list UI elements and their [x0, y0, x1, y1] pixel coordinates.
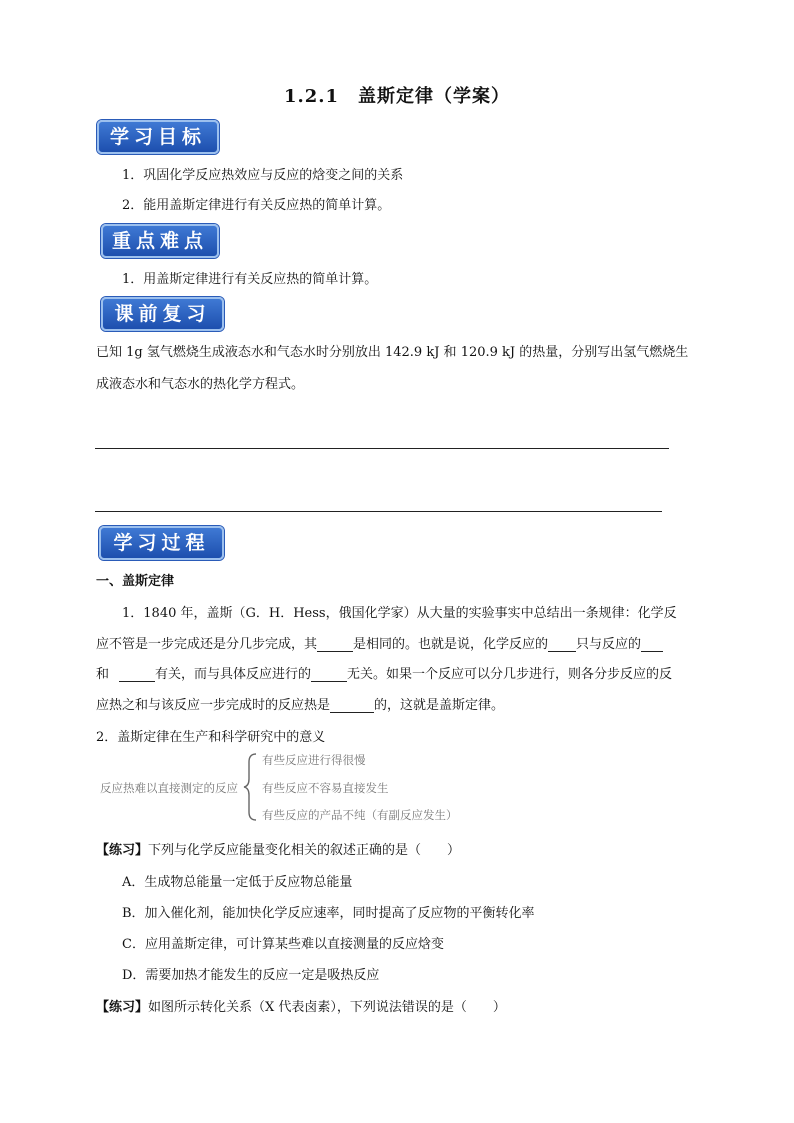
key-point-item: 1．用盖斯定律进行有关反应热的简单计算。 — [122, 272, 378, 287]
diagram-item: 有些反应的产品不纯（有副反应发生） — [262, 808, 458, 822]
paragraph-line: 1．1840 年，盖斯（G．H．Hess，俄国化学家）从大量的实验事实中总结出一条规律：化学反 — [122, 606, 677, 621]
fill-blank[interactable] — [330, 698, 374, 713]
fill-blank[interactable] — [548, 637, 576, 652]
option-a[interactable]: A．生成物总能量一定低于反应物总能量 — [122, 875, 353, 890]
paragraph-line: 2．盖斯定律在生产和科学研究中的意义 — [96, 730, 326, 745]
section-banner-process: 学习过程 — [99, 526, 224, 560]
option-b[interactable]: B．加入催化剂，能加快化学反应速率，同时提高了反应物的平衡转化率 — [122, 906, 535, 921]
answer-line[interactable] — [95, 448, 669, 449]
text-fragment: 只与反应的 — [576, 637, 642, 652]
section-heading: 一、盖斯定律 — [96, 574, 175, 589]
question-text: 下列与化学反应能量变化相关的叙述正确的是（ ） — [148, 843, 461, 858]
text-fragment: 的，这就是盖斯定律。 — [374, 698, 505, 713]
fill-blank[interactable] — [119, 667, 155, 682]
exercise-tag: 【练习】 — [96, 843, 149, 858]
text-fragment: 应热之和与该反应一步完成时的反应热是 — [96, 698, 331, 713]
text-fragment: 有关，而与具体反应进行的 — [155, 667, 312, 682]
review-text: 已知 1g 氢气燃烧生成液态水和气态水时分别放出 142.9 kJ 和 120.9 kJ 的热量，分别写出氢气燃烧生 — [96, 345, 689, 360]
diagram-item: 有些反应进行得很慢 — [262, 753, 366, 767]
fill-blank[interactable] — [311, 667, 347, 682]
section-banner-review: 课前复习 — [101, 297, 224, 331]
page-title: 1.2.1 盖斯定律（学案） — [283, 86, 511, 107]
fill-blank[interactable] — [317, 637, 353, 652]
text-fragment: 应不管是一步完成还是分几步完成，其 — [96, 637, 318, 652]
review-text: 成液态水和气态水的热化学方程式。 — [96, 377, 305, 392]
goal-item: 2．能用盖斯定律进行有关反应热的简单计算。 — [122, 198, 391, 213]
exercise-question — [96, 839, 460, 858]
text-fragment: 是相同的。也就是说，化学反应的 — [353, 637, 549, 652]
paragraph-line — [96, 633, 663, 652]
option-c[interactable]: C．应用盖斯定律，可计算某些难以直接测量的反应焓变 — [122, 937, 444, 952]
question-text: 如图所示转化关系（X 代表卤素），下列说法错误的是（ ） — [148, 1000, 506, 1015]
text-fragment: 无关。如果一个反应可以分几步进行，则各分步反应的反 — [347, 667, 673, 682]
section-banner-key-points: 重点难点 — [101, 224, 219, 258]
exercise-tag: 【练习】 — [96, 1000, 149, 1015]
diagram-left-label: 反应热难以直接测定的反应 — [100, 781, 238, 795]
section-banner-goals: 学习目标 — [97, 120, 219, 154]
goal-item: 1．巩固化学反应热效应与反应的焓变之间的关系 — [122, 168, 404, 183]
curly-brace-icon — [243, 752, 259, 822]
exercise-question — [96, 996, 506, 1015]
option-d[interactable]: D．需要加热才能发生的反应一定是吸热反应 — [122, 968, 380, 983]
paragraph-line — [96, 694, 504, 713]
text-fragment: 和 — [96, 667, 110, 682]
answer-line[interactable] — [95, 511, 662, 512]
paragraph-line — [96, 663, 672, 682]
fill-blank[interactable] — [641, 637, 663, 652]
diagram-item: 有些反应不容易直接发生 — [262, 781, 389, 795]
